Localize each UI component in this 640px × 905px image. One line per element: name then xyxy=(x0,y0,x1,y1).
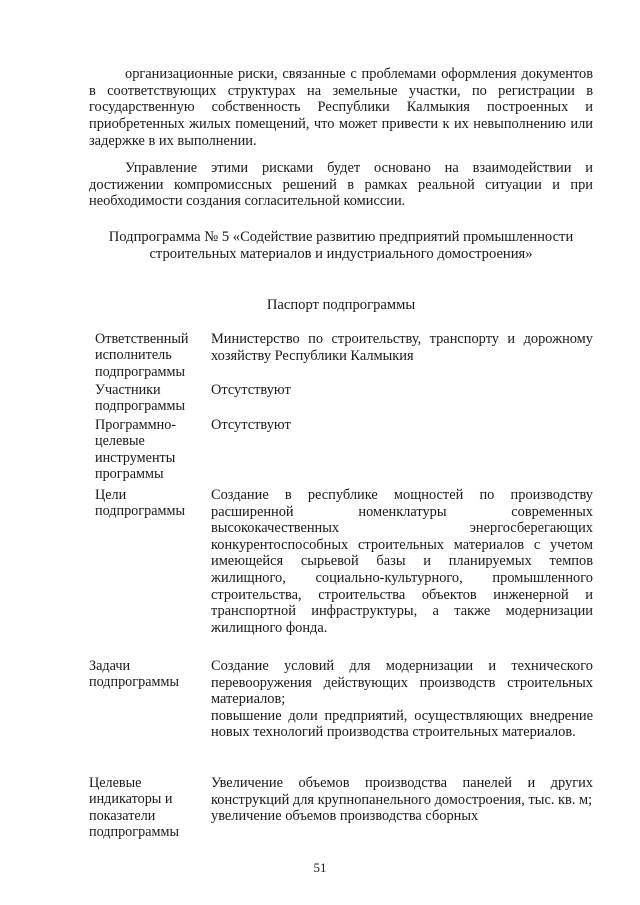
passport-value-line: Создание условий для модернизации и технического перевооружения действующих производств строительных материалов; xyxy=(211,658,593,708)
passport-label: Участники подпрограммы xyxy=(95,382,185,415)
passport-value xyxy=(211,658,593,741)
risk-management-paragraph: Управление этими рисками будет основано на взаимодействии и достижении компромиссных решений в рамках реальной ситуации и при необходимости создания согласительной комиссии. xyxy=(89,160,593,210)
passport-value: Отсутствуют xyxy=(211,417,291,433)
risks-paragraph: организационные риски, связанные с проблемами оформления документов в соответствующих структурах на земельные участки, по регистрации в государственную собственность Республики Калмыкия построенных и приобретенных жилых помещений, что может привести к их невыполнению или задержке в их выполнении. xyxy=(89,66,593,149)
passport-label: Целевые индикаторы и показатели подпрограммы xyxy=(89,775,179,841)
passport-label: Ответственный исполнитель подпрограммы xyxy=(95,331,189,380)
passport-value-line: повышение доли предприятий, осуществляющих внедрение новых технологий производства строительных материалов. xyxy=(211,707,593,741)
passport-label: Задачи подпрограммы xyxy=(89,658,179,691)
page-number: 51 xyxy=(313,860,327,875)
passport-value: Министерство по строительству, транспорту и дорожному хозяйству Республики Калмыкия xyxy=(211,331,593,364)
passport-title: Паспорт подпрограммы xyxy=(266,297,416,313)
passport-value: Отсутствуют xyxy=(211,382,291,398)
passport-label: Программно-целевые инструменты программы xyxy=(95,417,177,483)
passport-label: Цели подпрограммы xyxy=(95,487,185,520)
passport-value-line: Увеличение объемов производства панелей и других конструкций для крупнопанельного домостроения, тыс. кв. м; xyxy=(211,775,593,808)
passport-value xyxy=(211,775,593,825)
passport-value-line: увеличение объемов производства сборных xyxy=(211,808,479,825)
subprogram-heading: Подпрограмма № 5 «Содействие развитию предприятий промышленности строительных материалов и индустриального домостроения» xyxy=(108,229,574,262)
passport-value: Создание в республике мощностей по производству расширенной номенклатуры современных высококачественных энергосберегающих конкурентоспособных строительных материалов с учетом имеющейся сырьевой базы и планируемых темпов жилищного, социально-культурного, промышленного строительства, строительства объектов инженерной и транспортной инфраструктуры, а также модернизации жилищного фонда. xyxy=(211,487,593,636)
